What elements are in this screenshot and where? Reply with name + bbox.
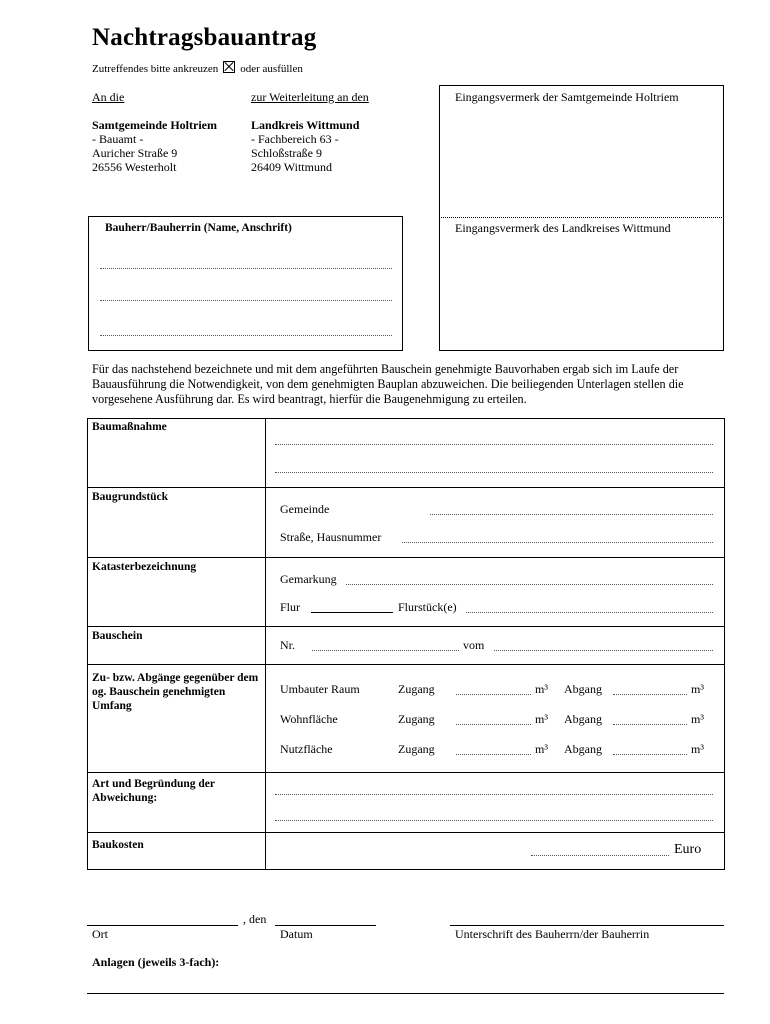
nutzflaeche-abgang-input[interactable] xyxy=(613,754,687,755)
wohnflaeche-abgang-input[interactable] xyxy=(613,724,687,725)
label-strasse: Straße, Hausnummer xyxy=(280,530,382,544)
address-to-line: 26556 Westerholt xyxy=(92,160,177,174)
address-forward-line: 26409 Wittmund xyxy=(251,160,332,174)
receipt-stamp-area xyxy=(439,85,724,351)
strasse-input-line[interactable] xyxy=(402,542,713,543)
abgang-label: Abgang xyxy=(564,742,602,756)
address-forward-line: - Fachbereich 63 - xyxy=(251,132,339,146)
unit-label: m³ xyxy=(535,742,548,756)
label-gemeinde: Gemeinde xyxy=(280,502,330,516)
applicant-input-line[interactable] xyxy=(100,335,392,336)
label-zugaenge: Zu- bzw. Abgänge gegenüber dem og. Bauschein genehmigten Umfang xyxy=(92,672,259,712)
address-forward-line: Schloßstraße 9 xyxy=(251,146,322,160)
ort-label: Ort xyxy=(92,927,108,941)
label-vom: vom xyxy=(463,638,485,652)
address-to-name: Samtgemeinde Holtriem xyxy=(92,118,217,132)
currency-label: Euro xyxy=(674,842,702,857)
form-title: Nachtragsbauantrag xyxy=(92,24,317,51)
address-to-heading: An die xyxy=(92,90,125,104)
applicant-label: Bauherr/Bauherrin (Name, Anschrift) xyxy=(105,222,292,234)
instruction-line xyxy=(92,61,303,75)
ort-input-line[interactable] xyxy=(87,925,238,926)
anlagen-input-line[interactable] xyxy=(87,993,724,994)
bauschein-nr-input-line[interactable] xyxy=(312,650,459,651)
table-row-divider xyxy=(87,557,725,558)
label-abweichung: Art und Begründung der Abweichung: xyxy=(92,778,215,804)
datum-input-line[interactable] xyxy=(275,925,376,926)
gemeinde-input-line[interactable] xyxy=(430,514,713,515)
label-flurstueck: Flurstück(e) xyxy=(398,600,457,614)
applicant-box xyxy=(88,216,403,351)
applicant-input-line[interactable] xyxy=(100,300,392,301)
bauschein-date-input-line[interactable] xyxy=(494,650,713,651)
table-row-divider xyxy=(87,772,725,773)
receipt-divider xyxy=(439,217,724,218)
umbauter-raum-zugang-input[interactable] xyxy=(456,694,531,695)
label-bauschein: Bauschein xyxy=(92,630,143,642)
address-to-line: Auricher Straße 9 xyxy=(92,146,178,160)
zugang-label: Zugang xyxy=(398,682,435,696)
applicant-input-line[interactable] xyxy=(100,268,392,269)
unit-label: m³ xyxy=(535,682,548,696)
baumassnahme-input-line[interactable] xyxy=(275,472,713,473)
flur-input-line[interactable] xyxy=(311,612,393,613)
instruction-before: Zutreffendes bitte ankreuzen xyxy=(92,63,219,75)
abgang-label: Abgang xyxy=(564,712,602,726)
zugang-label: Zugang xyxy=(398,712,435,726)
address-forward-name: Landkreis Wittmund xyxy=(251,118,360,132)
zugang-label: Zugang xyxy=(398,742,435,756)
table-row-divider xyxy=(87,664,725,665)
table-row-divider xyxy=(87,832,725,833)
unit-label: m³ xyxy=(691,712,704,726)
address-to-line: - Bauamt - xyxy=(92,132,144,146)
instruction-after: oder ausfüllen xyxy=(240,63,303,75)
row-label-umbauter-raum: Umbauter Raum xyxy=(280,682,360,696)
row-label-nutzflaeche: Nutzfläche xyxy=(280,742,333,756)
label-baugrundstueck: Baugrundstück xyxy=(92,491,169,503)
flurstueck-input-line[interactable] xyxy=(466,612,713,613)
intro-paragraph: Für das nachstehend bezeichnete und mit dem angeführten Bauschein genehmigte Bauvorhaben ergab sich im Laufe der Bauausführung die Notwendigkeit, von dem genehmigten Bauplan abzuweichen. Die beiliegenden Unterlagen stellen die vorgesehene Ausführung dar. Es wird beantragt, hierfür die Baugenehmigung zu erteilen. xyxy=(92,362,684,406)
receipt-label-landkreis: Eingangsvermerk des Landkreises Wittmund xyxy=(455,221,671,235)
address-forward-heading: zur Weiterleitung an den xyxy=(251,90,369,104)
label-nr: Nr. xyxy=(280,638,295,652)
label-flur: Flur xyxy=(280,600,301,614)
unit-label: m³ xyxy=(691,742,704,756)
nutzflaeche-zugang-input[interactable] xyxy=(456,754,531,755)
crossed-checkbox-icon xyxy=(223,61,235,73)
gemarkung-input-line[interactable] xyxy=(346,584,713,585)
table-row-divider xyxy=(87,626,725,627)
datum-label: Datum xyxy=(280,927,313,941)
wohnflaeche-zugang-input[interactable] xyxy=(456,724,531,725)
abweichung-input-line[interactable] xyxy=(275,820,713,821)
label-baumassnahme: Baumaßnahme xyxy=(92,421,167,433)
table-row-divider xyxy=(87,487,725,488)
row-label-wohnflaeche: Wohnfläche xyxy=(280,712,338,726)
signature-input-line[interactable] xyxy=(450,925,724,926)
table-column-divider xyxy=(265,418,266,870)
anlagen-label: Anlagen (jeweils 3-fach): xyxy=(92,955,220,969)
umbauter-raum-abgang-input[interactable] xyxy=(613,694,687,695)
baukosten-input-line[interactable] xyxy=(531,855,669,856)
baumassnahme-input-line[interactable] xyxy=(275,444,713,445)
label-kataster: Katasterbezeichnung xyxy=(92,561,197,573)
abweichung-input-line[interactable] xyxy=(275,794,713,795)
abgang-label: Abgang xyxy=(564,682,602,696)
unit-label: m³ xyxy=(535,712,548,726)
unit-label: m³ xyxy=(691,682,704,696)
receipt-label-samtgemeinde: Eingangsvermerk der Samtgemeinde Holtriem xyxy=(455,90,679,104)
label-baukosten: Baukosten xyxy=(92,839,144,851)
den-label: , den xyxy=(243,912,267,926)
label-gemarkung: Gemarkung xyxy=(280,572,337,586)
signature-label: Unterschrift des Bauherrn/der Bauherrin xyxy=(455,927,650,941)
